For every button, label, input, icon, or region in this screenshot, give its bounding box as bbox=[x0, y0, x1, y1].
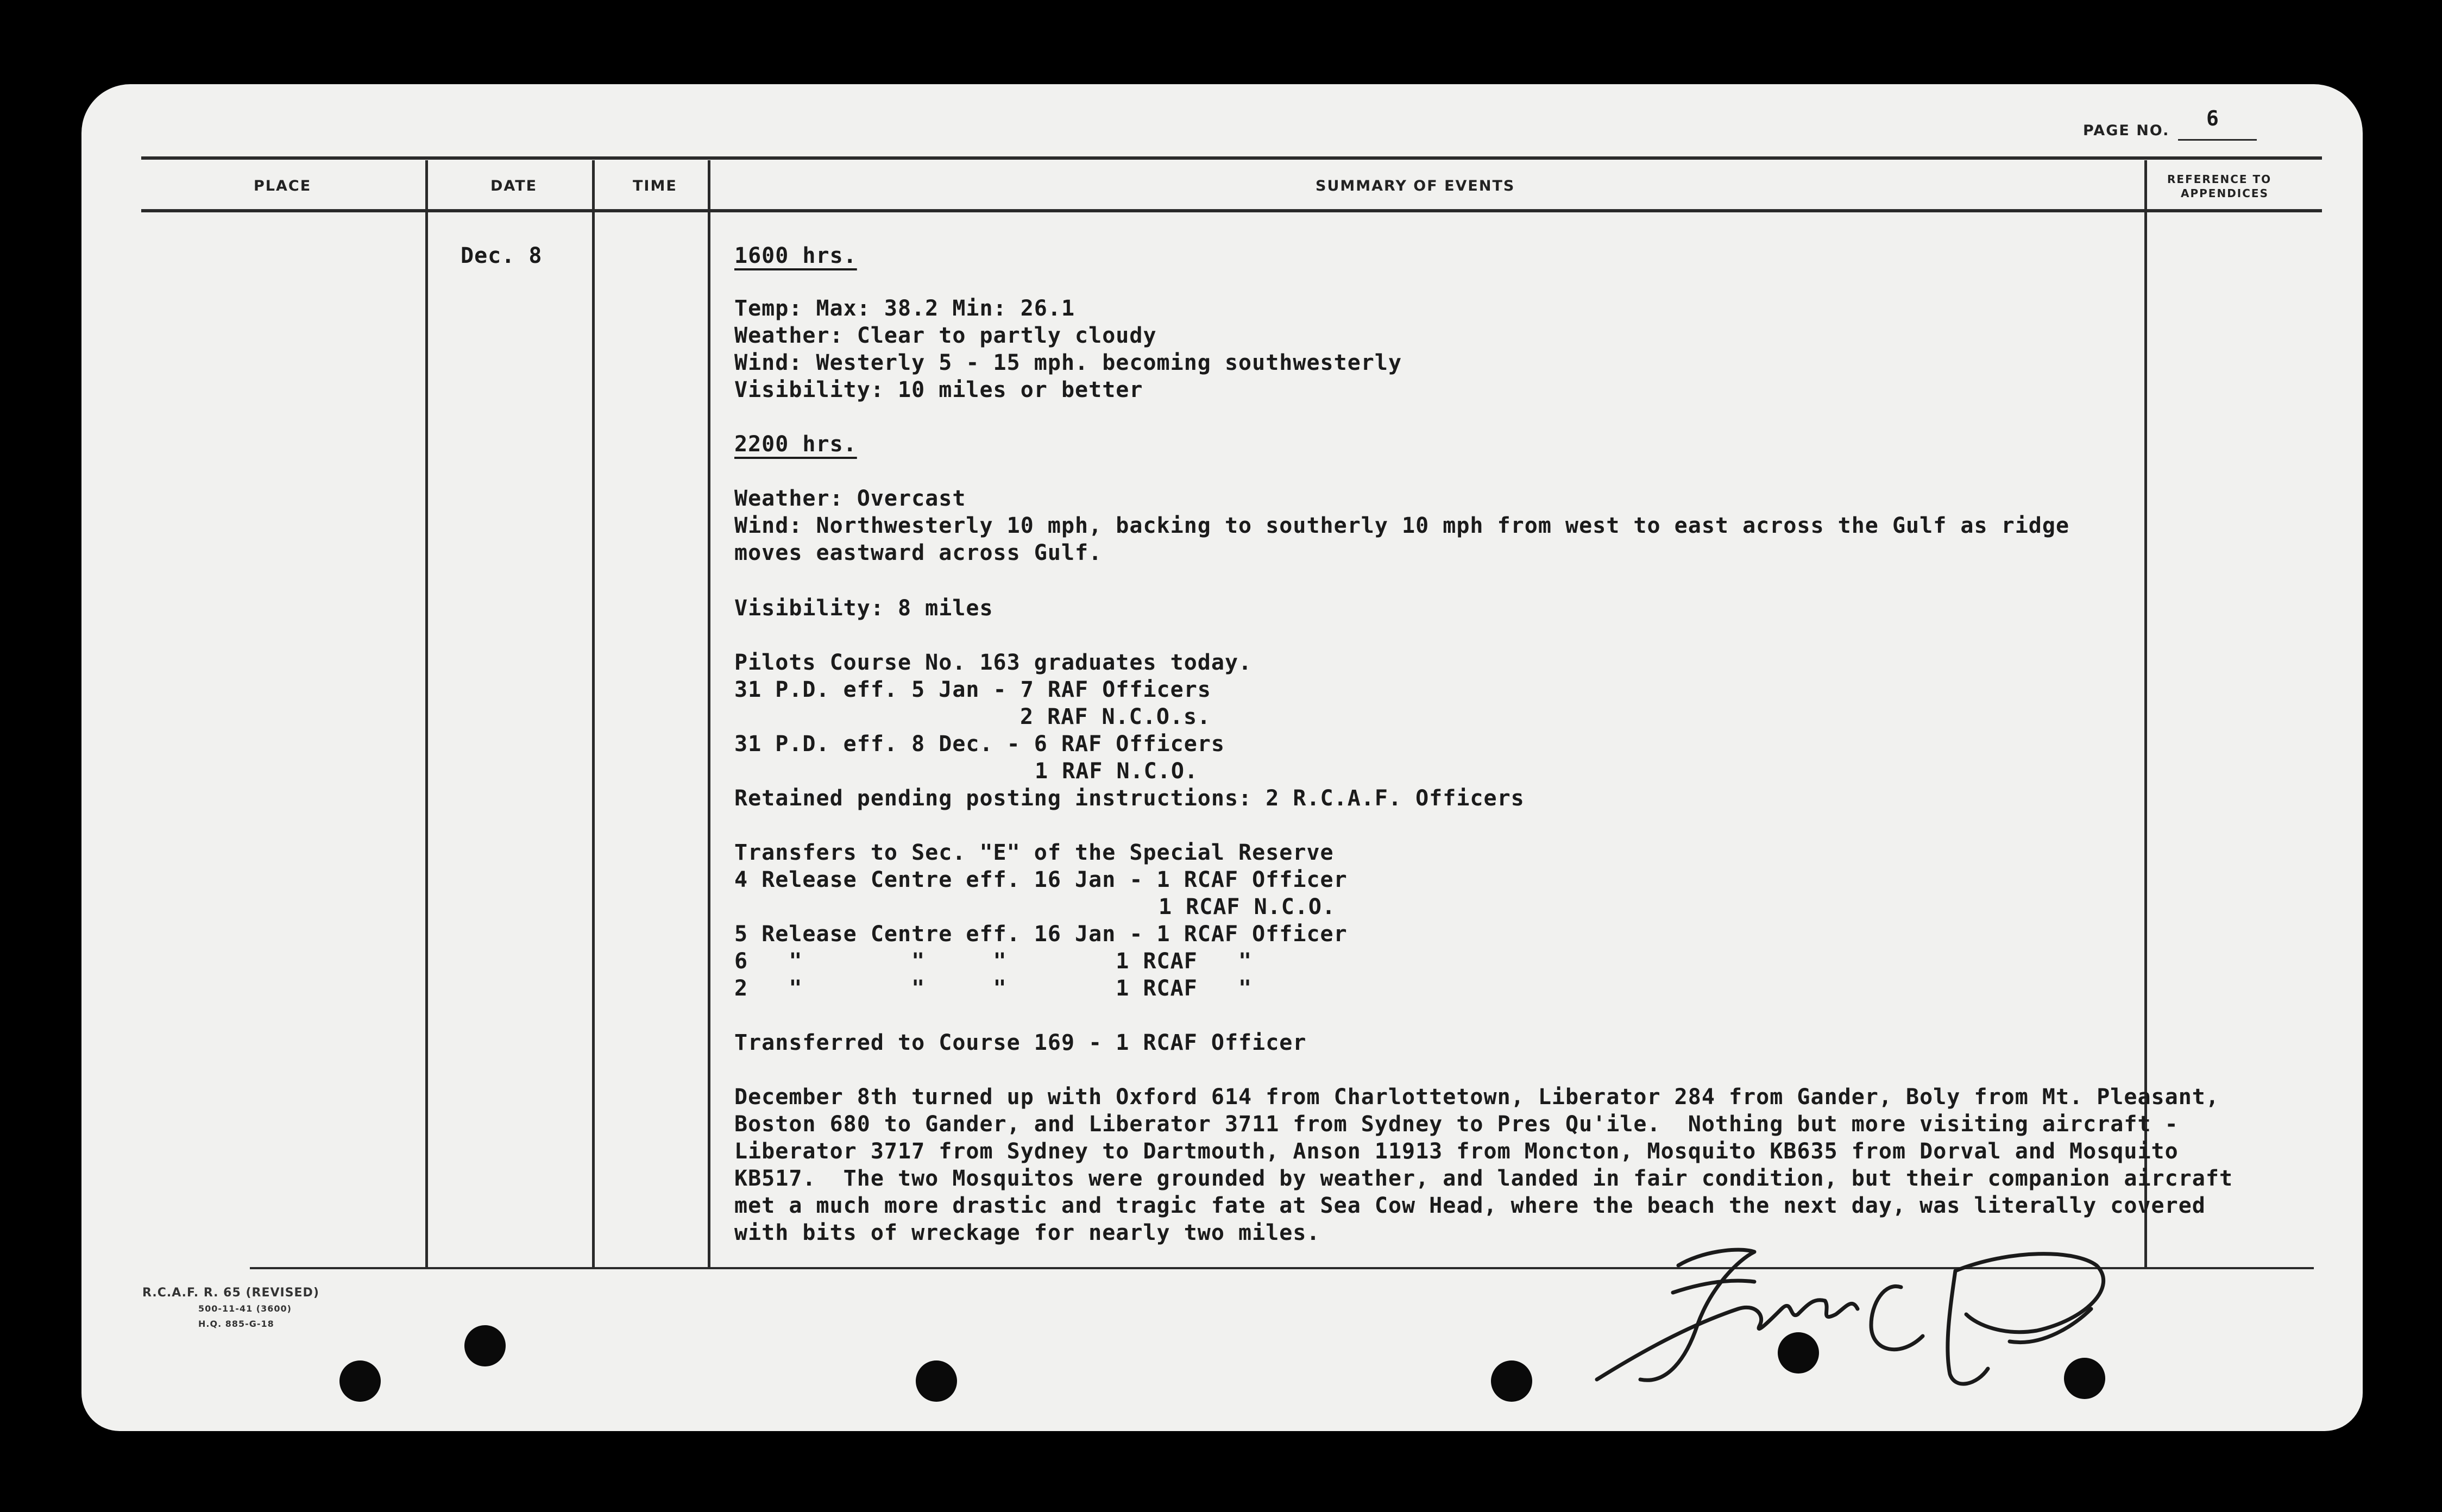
transfers-title: Transfers to Sec. "E" of the Special Reserve bbox=[734, 840, 1334, 865]
weather-1600: Weather: Clear to partly cloudy bbox=[734, 323, 1157, 348]
column-header-place: PLACE bbox=[254, 178, 312, 194]
narrative-line-1: December 8th turned up with Oxford 614 from Charlottetown, Liberator 284 from Gander, Boly from Mt. Pleasant, bbox=[734, 1085, 2219, 1110]
col-divider-time-summary bbox=[708, 160, 710, 1268]
form-hq-code: H.Q. 885-G-18 bbox=[198, 1319, 274, 1329]
header-bottom-rule bbox=[141, 209, 2322, 212]
posting-line-3: 31 P.D. eff. 8 Dec. - 6 RAF Officers bbox=[734, 732, 1225, 757]
header-top-rule bbox=[141, 156, 2322, 160]
narrative-line-5: met a much more drastic and tragic fate at Sea Cow Head, where the beach the next day, was literally covered bbox=[734, 1193, 2206, 1218]
release-line-3: 5 Release Centre eff. 16 Jan - 1 RCAF Officer bbox=[734, 922, 1348, 947]
punch-hole bbox=[916, 1360, 957, 1402]
time-heading-1600: 1600 hrs. bbox=[734, 243, 857, 268]
narrative-line-6: with bits of wreckage for nearly two miles. bbox=[734, 1220, 1320, 1245]
punch-hole bbox=[1491, 1360, 1532, 1402]
narrative-line-4: KB517. The two Mosquitos were grounded by weather, and landed in fair condition, but their companion aircraft bbox=[734, 1166, 2233, 1191]
col-divider-date-time bbox=[592, 160, 595, 1268]
entry-date: Dec. 8 bbox=[461, 243, 543, 268]
posting-line-4: 1 RAF N.C.O. bbox=[1035, 759, 1198, 784]
transferred-course-line: Transferred to Course 169 - 1 RCAF Officer bbox=[734, 1030, 1307, 1055]
release-line-2: 1 RCAF N.C.O. bbox=[1159, 894, 1336, 919]
release-line-4: 6 " " " 1 RCAF " bbox=[734, 949, 1253, 974]
retained-line: Retained pending posting instructions: 2 R.C.A.F. Officers bbox=[734, 786, 1525, 811]
weather-2200: Weather: Overcast bbox=[734, 486, 966, 511]
punch-hole bbox=[339, 1360, 381, 1402]
page-number: 6 bbox=[2206, 106, 2219, 130]
pilots-course-line: Pilots Course No. 163 graduates today. bbox=[734, 650, 1253, 675]
temp-line: Temp: Max: 38.2 Min: 26.1 bbox=[734, 296, 1075, 321]
column-header-reference-2: APPENDICES bbox=[2181, 187, 2269, 200]
narrative-line-2: Boston 680 to Gander, and Liberator 3711 from Sydney to Pres Qu'ile. Nothing but more visiting aircraft - bbox=[734, 1112, 2179, 1137]
narrative-line-3: Liberator 3717 from Sydney to Dartmouth, Anson 11913 from Moncton, Mosquito KB635 from Dorval and Mosquito bbox=[734, 1139, 2179, 1164]
form-number: R.C.A.F. R. 65 (REVISED) bbox=[142, 1286, 319, 1300]
wind-2200-line-2: moves eastward across Gulf. bbox=[734, 540, 1103, 565]
wind-1600: Wind: Westerly 5 - 15 mph. becoming southwesterly bbox=[734, 350, 1402, 375]
visibility-1600: Visibility: 10 miles or better bbox=[734, 377, 1143, 402]
page-number-label: PAGE NO. bbox=[2083, 122, 2170, 139]
punch-hole bbox=[464, 1325, 506, 1366]
form-print-code: 500-11-41 (3600) bbox=[198, 1303, 292, 1314]
wind-2200-line-1: Wind: Northwesterly 10 mph, backing to southerly 10 mph from west to east across the Gulf as ridge bbox=[734, 513, 2070, 538]
page-number-underline bbox=[2178, 139, 2257, 141]
column-header-time: TIME bbox=[633, 178, 677, 194]
posting-line-1: 31 P.D. eff. 5 Jan - 7 RAF Officers bbox=[734, 677, 1211, 702]
visibility-2200: Visibility: 8 miles bbox=[734, 596, 993, 621]
column-header-summary: SUMMARY OF EVENTS bbox=[1316, 178, 1515, 194]
release-line-5: 2 " " " 1 RCAF " bbox=[734, 976, 1253, 1001]
column-header-reference-1: REFERENCE TO bbox=[2167, 173, 2272, 186]
column-header-date: DATE bbox=[490, 178, 538, 194]
signature-mark bbox=[1575, 1227, 2173, 1412]
posting-line-2: 2 RAF N.C.O.s. bbox=[1020, 704, 1211, 729]
time-heading-2200: 2200 hrs. bbox=[734, 432, 857, 457]
col-divider-place-date bbox=[425, 160, 428, 1268]
release-line-1: 4 Release Centre eff. 16 Jan - 1 RCAF Officer bbox=[734, 867, 1348, 892]
